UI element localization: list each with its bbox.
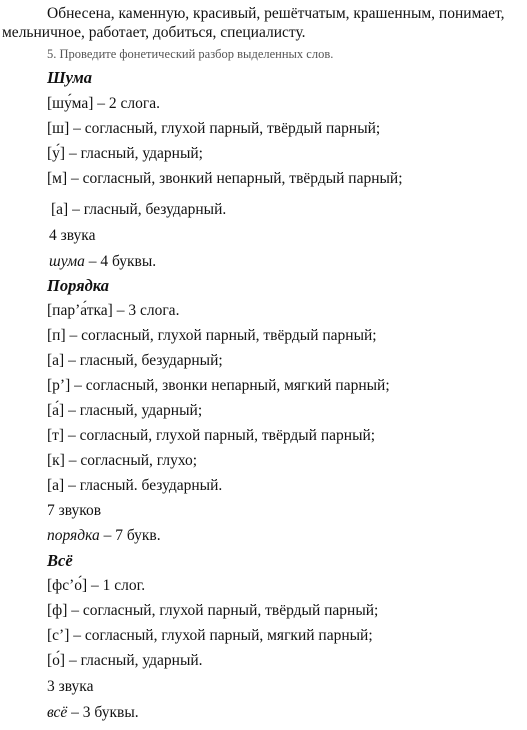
transcription: [пар’а́тка] – 3 слога. (47, 302, 180, 319)
sound-line: [а] – гласный, безударный; (47, 352, 223, 369)
sound-line: [а́] – гласный, ударный; (47, 402, 203, 419)
sound-line: [у́] – гласный, ударный; (47, 145, 203, 162)
transcription: [шу́ма] – 2 слога. (47, 95, 160, 112)
sound-line: [р’] – согласный, звонки непарный, мягкий парный; (47, 377, 390, 394)
letter-count-word: порядка (47, 527, 100, 544)
intro-line-2: мельничное, работает, добиться, специалисту. (2, 24, 306, 41)
sound-line: [п] – согласный, глухой парный, твёрдый парный; (47, 327, 377, 344)
sound-line: [к] – согласный, глухо; (47, 452, 198, 469)
sound-line: [ф] – согласный, глухой парный, твёрдый парный; (47, 602, 379, 619)
letter-count-text: – 4 буквы. (84, 253, 157, 270)
sound-line: [т] – согласный, глухой парный, твёрдый парный; (47, 427, 376, 444)
task-heading: 5. Проведите фонетический разбор выделенных слов. (47, 47, 334, 61)
sound-count: 4 звука (49, 227, 96, 244)
letter-count (49, 252, 156, 272)
intro-line-1: Обнесена, каменную, красивый, решётчатым, крашенным, понимает, (47, 5, 505, 22)
letter-count-word: всё (47, 704, 68, 721)
sound-line: [а] – гласный, безударный. (51, 201, 227, 218)
sound-line: [ш] – согласный, глухой парный, твёрдый парный; (47, 120, 381, 137)
sound-line: [с’] – согласный, глухой парный, мягкий парный; (47, 627, 373, 644)
transcription: [фс’о́] – 1 слог. (47, 577, 146, 594)
letter-count-word: шума (49, 253, 85, 270)
sound-count: 7 звуков (47, 502, 102, 519)
sound-line: [а] – гласный. безударный. (47, 477, 223, 494)
word-heading-shuma: Шума (47, 68, 93, 87)
letter-count (47, 526, 161, 546)
sound-line: [о́] – гласный, ударный. (47, 652, 203, 669)
sound-count: 3 звука (47, 678, 94, 695)
letter-count-text: – 3 буквы. (67, 704, 139, 721)
sound-line: [м] – согласный, звонкий непарный, твёрдый парный; (47, 170, 403, 187)
word-heading-poryadka: Порядка (47, 276, 110, 295)
word-heading-vsyo: Всё (47, 551, 73, 570)
letter-count-text: – 7 букв. (99, 527, 161, 544)
letter-count (47, 703, 139, 723)
